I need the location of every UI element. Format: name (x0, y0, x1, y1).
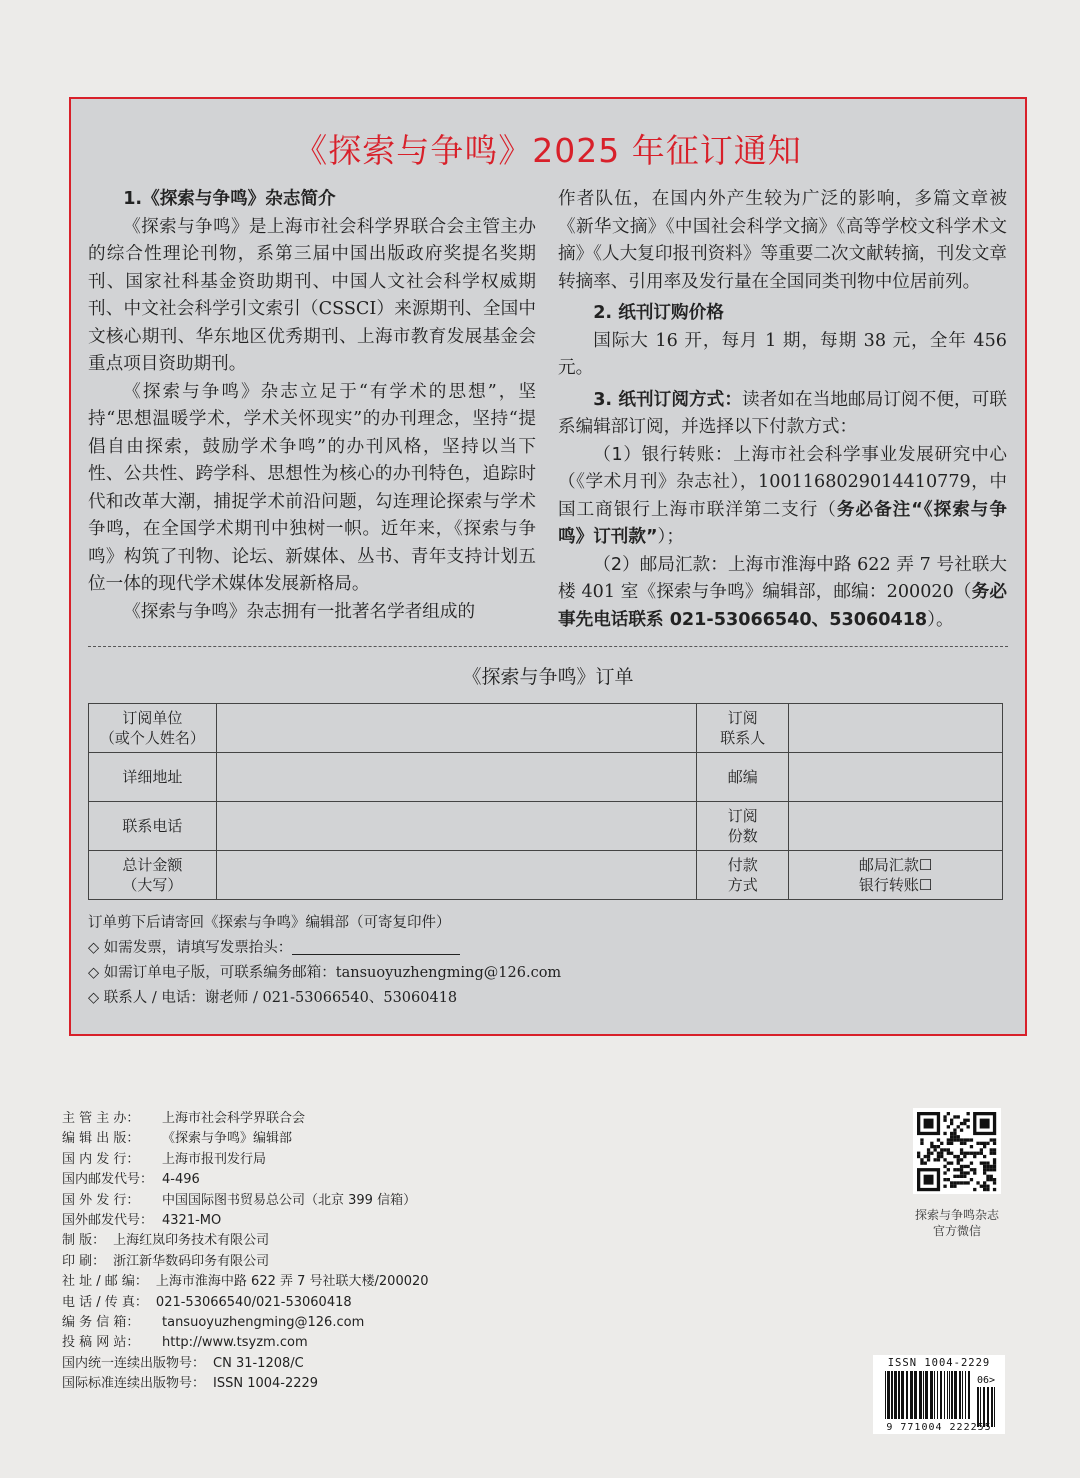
order-form-table (88, 703, 1003, 900)
table-row (89, 753, 1003, 802)
colophon-row (62, 1211, 429, 1231)
label-payment: 付款 方式 (697, 851, 789, 900)
bank-note: 务必备注“《探索与争鸣》订刊款” (558, 499, 1007, 547)
colophon-row (62, 1109, 429, 1129)
left-column (88, 186, 536, 626)
colophon-value: 021-53066540/021-53060418 (155, 1294, 352, 1310)
label-phone: 联系电话 (89, 802, 217, 851)
colophon-row (62, 1313, 429, 1333)
colophon-value: 中国国际图书贸易总公司（北京 399 信箱） (162, 1192, 417, 1208)
intro-paragraph-3: 《探索与争鸣》杂志拥有一批著名学者组成的 (123, 601, 476, 622)
section-3-heading: 3. 纸刊订阅方式： (593, 389, 743, 410)
label-subscriber: 订阅单位 （或个人姓名） (89, 704, 217, 753)
colophon-label: 国外邮发代号： (62, 1213, 154, 1229)
colophon-row (62, 1170, 429, 1190)
colophon-row (62, 1272, 429, 1292)
bank-transfer-text: （1）银行转账：上海市社会科学事业发展研究中心（《学术月刊》杂志社），1001168029014410779，中国工商银行上海市联洋第二支行（务必备注“《探索与争鸣》订刊款”）； (558, 444, 1007, 547)
colophon-label: 国内统一连续出版物号： (62, 1355, 206, 1371)
bank-checkbox[interactable]: 银行转账☐ (858, 876, 933, 894)
colophon-label: 国 外 发 行： (62, 1192, 140, 1208)
colophon-label: 主 管 主 办： (62, 1111, 140, 1126)
qr-caption: 探索与争鸣杂志 官方微信 (914, 1208, 999, 1238)
footnote-return: 订单剪下后请寄回《探索与争鸣》编辑部（可寄复印件） (88, 915, 451, 931)
subscription-notice (69, 97, 1027, 1036)
issn-barcode (873, 1355, 1005, 1434)
qr-code-icon (913, 1108, 1001, 1194)
colophon-label: 国际标准连续出版物号： (62, 1376, 206, 1392)
section-3-text: 3. 纸刊订阅方式：读者如在当地邮局订阅不便，可联系编辑部订阅，并选择以下付款方式： (558, 389, 1007, 437)
contact-field[interactable] (789, 704, 1003, 753)
issue-addon: 06> (976, 1375, 995, 1386)
colophon-label: 电 话 / 传 真： (62, 1294, 148, 1310)
table-row (89, 704, 1003, 753)
footnote-contact: ◇ 联系人 / 电话：谢老师 / 021-53066540、53060418 (88, 990, 458, 1006)
notice-title: 《探索与争鸣》2025 年征订通知 (294, 131, 802, 170)
table-row (89, 851, 1003, 900)
subscriber-field[interactable] (216, 704, 696, 753)
postal-remittance-text: （2）邮局汇款：上海市淮海中路 622 弄 7 号社联大楼 401 室《探索与争鸣》编辑部，邮编：200020（务必事先电话联系 021-53066540、53060418）。 (558, 554, 1007, 630)
colophon-label: 国内邮发代号： (62, 1172, 154, 1188)
table-row (89, 802, 1003, 851)
section-1-heading: 1.《探索与争鸣》杂志简介 (123, 189, 336, 209)
colophon-row (62, 1252, 429, 1272)
barcode-digits: 9 771004 222255 (886, 1422, 992, 1433)
phone-field[interactable] (216, 802, 696, 851)
colophon-value: http://www.tsyzm.com (162, 1335, 308, 1351)
colophon-label: 国 内 发 行： (62, 1151, 140, 1167)
colophon-value: 上海市报刊发行局 (162, 1151, 267, 1167)
colophon-value: 4-496 (162, 1172, 200, 1188)
total-field[interactable] (216, 851, 696, 900)
colophon-label: 社 址 / 邮 编： (62, 1274, 148, 1290)
address-field[interactable] (216, 753, 696, 802)
colophon-label: 制 版： (62, 1233, 106, 1249)
colophon-value: 4321-MO (162, 1213, 222, 1229)
colophon-row (62, 1129, 429, 1149)
intro-paragraph-3-cont: 作者队伍，在国内外产生较为广泛的影响，多篇文章被《新华文摘》《中国社会科学文摘》《高等学校文科学术文摘》《人大复印报刊资料》等重要二次文献转摘，刊发文章转摘率、引用率及发行量在全国同类刊物中位居前列。 (558, 189, 1007, 292)
copies-field[interactable] (789, 802, 1003, 851)
postcode-field[interactable] (789, 753, 1003, 802)
colophon-value: ISSN 1004-2229 (213, 1376, 319, 1392)
issn-label: ISSN 1004-2229 (887, 1357, 991, 1369)
colophon-value: 上海红岚印务技术有限公司 (113, 1233, 270, 1249)
colophon-row (62, 1150, 429, 1170)
postal-note: 务必事先电话联系 021-53066540、53060418 (558, 582, 1007, 630)
colophon-row (62, 1191, 429, 1211)
intro-paragraph-1: 《探索与争鸣》是上海市社会科学界联合会主管主办的综合性理论刊物，系第三届中国出版政府奖提名奖期刊、国家社科基金资助期刊、中国人文社会科学权威期刊、中文社会科学引文索引（CSSCI）来源期刊、全国中文核心期刊、华东地区优秀期刊、上海市教育发展基金会重点项目资助期刊。 (88, 216, 536, 374)
colophon-value: CN 31-1208/C (213, 1355, 304, 1371)
colophon-label: 投 稿 网 站： (62, 1335, 140, 1351)
price-text: 国际大 16 开，每月 1 期，每期 38 元，全年 456 元。 (558, 330, 1007, 378)
order-footnotes (88, 911, 561, 1011)
colophon (62, 1109, 429, 1395)
label-postcode: 邮编 (697, 753, 789, 802)
label-total: 总计金额 （大写） (89, 851, 217, 900)
right-column (558, 186, 1007, 634)
section-2-heading: 2. 纸刊订购价格 (593, 303, 724, 323)
footnote-invoice: ◇ 如需发票，请填写发票抬头： (88, 936, 561, 961)
colophon-label: 印 刷： (62, 1253, 106, 1269)
postal-checkbox[interactable]: 邮局汇款☐ (858, 856, 933, 874)
label-contact: 订阅 联系人 (697, 704, 789, 753)
colophon-value: 《探索与争鸣》编辑部 (162, 1131, 293, 1147)
payment-options[interactable] (789, 851, 1003, 900)
colophon-row (62, 1333, 429, 1353)
colophon-label: 编 辑 出 版： (62, 1131, 140, 1147)
colophon-label: 编 务 信 箱： (62, 1315, 140, 1331)
invoice-title-blank[interactable] (292, 942, 460, 955)
intro-paragraph-2: 《探索与争鸣》杂志立足于“有学术的思想”，坚持“思想温暖学术，学术关怀现实”的办刊理念，坚持“提倡自由探索，鼓励学术争鸣”的办刊风格，坚持以当下性、公共性、跨学科、思想性为核心的办刊特色，追踪时代和改革大潮，捕捉学术前沿问题，勾连理论探索与学术争鸣，在全国学术期刊中独树一帜。近年来，《探索与争鸣》构筑了刊物、论坛、新媒体、丛书、青年支持计划五位一体的现代学术媒体发展新格局。 (88, 381, 536, 594)
cut-line-divider (88, 646, 1008, 647)
colophon-row (62, 1374, 429, 1394)
colophon-value: 上海市淮海中路 622 弄 7 号社联大楼/200020 (155, 1274, 429, 1290)
colophon-row (62, 1354, 429, 1374)
colophon-row (62, 1293, 429, 1313)
colophon-value: 浙江新华数码印务有限公司 (113, 1253, 270, 1269)
colophon-value: tansuoyuzhengming@126.com (162, 1315, 365, 1331)
label-copies: 订阅 份数 (697, 802, 789, 851)
footnote-email: ◇ 如需订单电子版，可联系编务邮箱：tansuoyuzhengming@126.com (88, 965, 562, 981)
label-address: 详细地址 (89, 753, 217, 802)
colophon-value: 上海市社会科学界联合会 (162, 1111, 306, 1126)
order-form-title: 《探索与争鸣》订单 (462, 666, 634, 688)
colophon-row (62, 1231, 429, 1251)
